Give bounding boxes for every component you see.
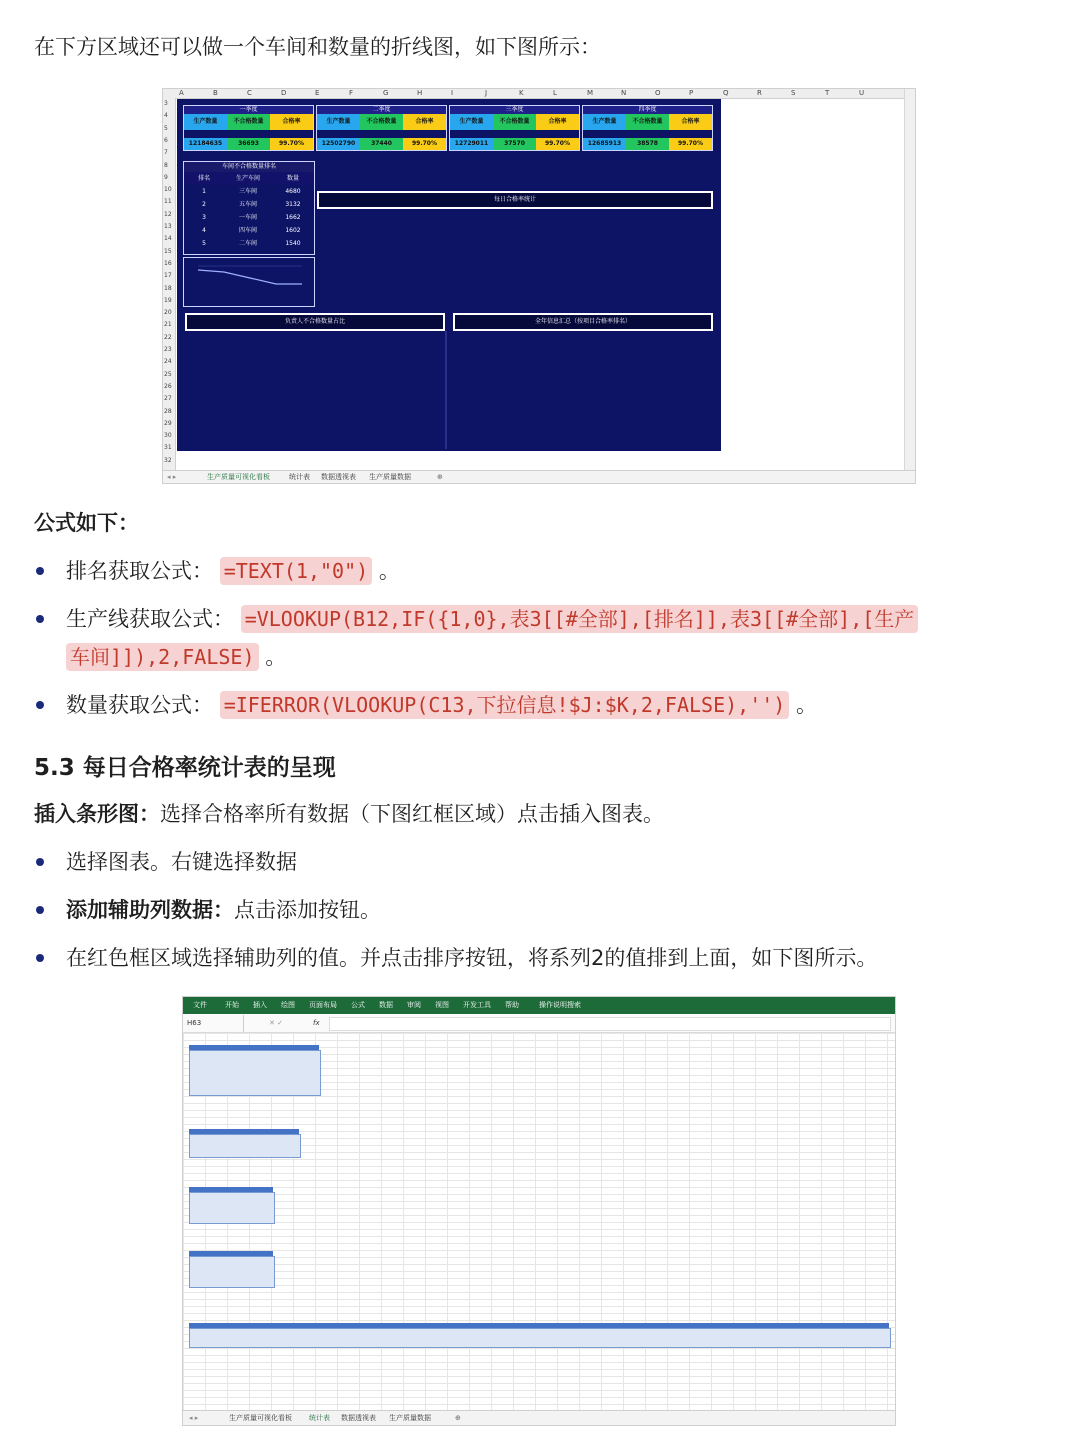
insert-paragraph: [34, 799, 664, 829]
workshop-ranking-table: [183, 161, 315, 255]
ranking-header-row: [184, 172, 314, 185]
add-sheet-icon[interactable]: ⊕: [455, 1414, 461, 1422]
formula-end: 。: [796, 693, 818, 717]
panel-divider: [445, 331, 447, 449]
row-number[interactable]: 24: [164, 358, 172, 366]
quarter-metric-label: 合格率: [669, 114, 712, 130]
quarter-metric-label: 生产数量: [317, 114, 360, 130]
tab-pivot[interactable]: 数据透视表: [321, 473, 356, 481]
column-letter[interactable]: S: [791, 89, 796, 97]
tab-stats[interactable]: 统计表: [289, 473, 310, 481]
row-number[interactable]: 12: [164, 210, 172, 218]
row-number[interactable]: 4: [164, 112, 168, 120]
ranking-row: [184, 198, 314, 211]
row-number[interactable]: 22: [164, 333, 172, 341]
count-cell: 1540: [285, 240, 301, 247]
sheet-tabs: [163, 470, 915, 483]
workshop-cell: 五车间: [238, 201, 257, 208]
row-number[interactable]: 20: [164, 309, 172, 317]
formula-code-part1: =VLOOKUP(B12,IF({1,0},表3[[#全部],[排名]],表3[[#全部],[生产: [241, 605, 919, 633]
rank-cell: 5: [202, 240, 206, 247]
formula-code-part2: 车间]]),2,FALSE): [66, 643, 259, 671]
quarter-title: 二季度: [317, 106, 446, 114]
name-box[interactable]: H63: [187, 1015, 244, 1032]
ribbon-tab[interactable]: 绘图: [281, 1001, 295, 1009]
row-number[interactable]: 13: [164, 223, 172, 230]
ribbon-tab[interactable]: 数据: [379, 1001, 393, 1009]
row-number[interactable]: 26: [164, 382, 172, 390]
row-number[interactable]: 10: [164, 186, 172, 194]
column-letter[interactable]: O: [655, 89, 661, 97]
bullet-icon: [36, 615, 44, 623]
count-cell: 4680: [285, 188, 301, 195]
step-text: 选择图表。右键选择数据: [66, 850, 297, 874]
formula-label: 排名获取公式：: [66, 559, 213, 583]
column-letter[interactable]: K: [519, 89, 524, 97]
quarter-metric-value: 38578: [626, 138, 669, 150]
quarter-title: 一季度: [184, 106, 313, 114]
step-text: 点击添加按钮。: [234, 898, 381, 922]
quarter-metric-value: 12502790: [317, 138, 360, 150]
workshop-cell: 四车间: [238, 227, 257, 234]
formula-item-rank: [66, 556, 1046, 586]
person-defect-share-title: 负责人不合格数量占比: [185, 313, 445, 331]
sheet-tabs: [183, 1410, 895, 1425]
row-number[interactable]: 6: [164, 136, 168, 144]
annual-summary-title: 全年信息汇总（按项目合格率排名）: [453, 313, 713, 331]
quarter-metric-value: 12685913: [583, 138, 626, 150]
quarter-metric-label: 合格率: [270, 114, 313, 130]
formula-heading: 公式如下：: [34, 511, 139, 535]
row-number[interactable]: 28: [164, 407, 172, 415]
tab-data[interactable]: 生产质量数据: [369, 473, 411, 481]
cancel-enter-icons[interactable]: ✕ ✓: [269, 1019, 283, 1027]
quarter-card: [183, 105, 314, 151]
tab-nav-arrows[interactable]: ◂ ▸: [189, 1414, 199, 1422]
row-number[interactable]: 29: [164, 419, 172, 427]
section-heading: 5.3 每日合格率统计表的呈现: [34, 755, 336, 781]
data-table[interactable]: [189, 1256, 275, 1288]
ribbon-tab[interactable]: 页面布局: [309, 1001, 337, 1009]
daily-pass-rate-title: 每日合格率统计: [317, 191, 713, 209]
column-letter[interactable]: H: [417, 89, 423, 97]
row-number[interactable]: 14: [164, 235, 172, 243]
vertical-scrollbar[interactable]: [904, 89, 915, 471]
step-item: [66, 847, 1046, 877]
tab-data[interactable]: 生产质量数据: [389, 1414, 431, 1422]
formula-item-count: [66, 690, 1046, 720]
count-col-header: 数量: [286, 175, 299, 182]
ranking-row: [184, 185, 314, 198]
bullet-icon: [36, 858, 44, 866]
column-letter[interactable]: G: [383, 89, 389, 97]
rank-col-header: 排名: [197, 175, 210, 182]
insert-bold: 插入条形图：: [34, 802, 160, 826]
quarter-metric-label: 合格率: [536, 114, 579, 130]
spreadsheet-screenshot: [182, 996, 896, 1426]
formula-label: 数量获取公式：: [66, 693, 213, 717]
count-cell: 1602: [285, 227, 301, 234]
data-table[interactable]: [189, 1050, 321, 1096]
quarter-metric-value: 99.70%: [669, 138, 712, 150]
step-bold: 添加辅助列数据：: [66, 898, 234, 922]
quarter-metric-value: 99.70%: [403, 138, 446, 150]
row-number[interactable]: 31: [164, 444, 172, 452]
ranking-title: 车间不合格数量排名: [184, 162, 314, 172]
column-letter[interactable]: A: [179, 89, 184, 97]
tab-stats[interactable]: 统计表: [309, 1411, 330, 1426]
row-number[interactable]: 16: [164, 259, 172, 267]
quarter-metric-label: 不合格数量: [493, 114, 536, 130]
step-text: 在红色框区域选择辅助列的值。并点击排序按钮，将系列2的值排到上面，如下图所示。: [66, 946, 878, 970]
quarter-card: [449, 105, 580, 151]
step-item: [66, 943, 1046, 973]
step-item: [66, 895, 1046, 925]
ribbon-tabs: [183, 997, 895, 1014]
row-number[interactable]: 23: [164, 346, 172, 353]
insert-text: 选择合格率所有数据（下图红框区域）点击插入图表。: [160, 802, 664, 826]
column-letter[interactable]: C: [247, 89, 252, 97]
bullet-icon: [36, 567, 44, 575]
tab-nav-arrows[interactable]: ◂ ▸: [167, 473, 177, 481]
column-header: [163, 89, 915, 99]
formula-end: 。: [265, 645, 287, 669]
ribbon-tab[interactable]: 操作说明搜索: [539, 1001, 581, 1009]
quarter-metric-label: 生产数量: [450, 114, 493, 130]
ribbon-tab[interactable]: 公式: [351, 1001, 365, 1009]
ribbon-tab[interactable]: 帮助: [505, 1001, 519, 1009]
row-number[interactable]: 15: [164, 247, 172, 255]
rank-cell: 3: [202, 214, 206, 221]
rank-cell: 2: [202, 201, 206, 208]
bullet-icon: [36, 954, 44, 962]
column-letter[interactable]: L: [553, 89, 557, 97]
quarter-metric-value: 99.70%: [270, 138, 313, 150]
workshop-cell: 一车间: [238, 214, 257, 221]
row-number[interactable]: 11: [164, 198, 172, 206]
workshop-col-header: 生产车间: [235, 175, 260, 182]
formula-code: =TEXT(1,"0"): [220, 557, 373, 585]
row-number[interactable]: 5: [164, 124, 168, 132]
row-number[interactable]: 19: [164, 296, 172, 304]
quarter-metric-label: 合格率: [403, 114, 446, 130]
column-letter[interactable]: B: [213, 89, 218, 97]
data-table[interactable]: [189, 1134, 301, 1158]
quarter-metric-label: 生产数量: [583, 114, 626, 130]
row-number[interactable]: 17: [164, 272, 172, 280]
column-letter[interactable]: D: [281, 89, 287, 97]
line-chart-svg: [184, 258, 314, 306]
quarter-title: 四季度: [583, 106, 712, 114]
ribbon-tab[interactable]: 审阅: [407, 1001, 421, 1009]
quarter-metric-value: 99.70%: [536, 138, 579, 150]
ribbon-tab[interactable]: 插入: [253, 1001, 267, 1009]
formula-end: 。: [378, 559, 400, 583]
add-sheet-icon[interactable]: ⊕: [437, 473, 443, 481]
ranking-row: [184, 211, 314, 224]
workshop-cell: 三车间: [238, 188, 257, 195]
column-letter[interactable]: T: [825, 89, 830, 97]
row-number[interactable]: 32: [164, 456, 172, 464]
bullet-icon: [36, 906, 44, 914]
quarter-metric-label: 不合格数量: [360, 114, 403, 130]
workshop-line-chart: [183, 257, 315, 307]
quarter-metric-value: 37570: [493, 138, 536, 150]
column-letter[interactable]: J: [485, 89, 488, 97]
column-letter[interactable]: P: [689, 89, 694, 97]
quarter-metric-value: 37440: [360, 138, 403, 150]
rank-cell: 1: [202, 188, 206, 195]
count-cell: 3132: [285, 201, 301, 208]
ribbon-tab[interactable]: 视图: [435, 1001, 449, 1009]
column-letter[interactable]: U: [859, 89, 865, 97]
workshop-cell: 二车间: [238, 240, 257, 247]
quarter-card: [582, 105, 713, 151]
bullet-icon: [36, 701, 44, 709]
formula-input[interactable]: [329, 1017, 891, 1031]
quarter-metric-label: 不合格数量: [227, 114, 270, 130]
column-letter[interactable]: I: [451, 89, 454, 97]
row-header: [163, 98, 176, 471]
quarter-metric-value: 12729011: [450, 138, 493, 150]
row-number[interactable]: 18: [164, 284, 172, 292]
fx-icon[interactable]: fx: [313, 1019, 320, 1027]
row-number[interactable]: 9: [164, 173, 168, 181]
ribbon-tab[interactable]: 开发工具: [463, 1001, 491, 1009]
tab-pivot[interactable]: 数据透视表: [341, 1414, 376, 1422]
column-letter[interactable]: E: [315, 89, 320, 97]
column-letter[interactable]: M: [587, 89, 594, 97]
formula-bar: [183, 1015, 895, 1033]
formula-code: =IFERROR(VLOOKUP(C13,下拉信息!$J:$K,2,FALSE),''): [220, 691, 790, 719]
quarter-title: 三季度: [450, 106, 579, 114]
data-table[interactable]: [189, 1192, 275, 1224]
daily-data-table[interactable]: [189, 1328, 891, 1348]
formula-item-line: [66, 600, 1046, 676]
column-letter[interactable]: N: [621, 89, 627, 97]
quarter-metric-label: 不合格数量: [626, 114, 669, 130]
quarter-metric-value: 36693: [227, 138, 270, 150]
column-letter[interactable]: Q: [723, 89, 729, 97]
row-number[interactable]: 30: [164, 432, 172, 440]
dashboard-screenshot: [162, 88, 916, 484]
row-number[interactable]: 7: [164, 149, 168, 157]
ribbon-tab[interactable]: 文件: [193, 1001, 207, 1009]
row-number[interactable]: 27: [164, 395, 172, 403]
quarter-card: [316, 105, 447, 151]
ribbon-tab[interactable]: 开始: [225, 1001, 239, 1009]
rank-cell: 4: [202, 227, 206, 234]
count-cell: 1662: [285, 214, 301, 221]
dashboard-canvas: [177, 99, 721, 451]
column-letter[interactable]: F: [349, 89, 354, 97]
ranking-row: [184, 224, 314, 237]
line-series: [198, 270, 302, 284]
tab-dashboard[interactable]: 生产质量可视化看板: [207, 471, 270, 484]
row-number[interactable]: 25: [164, 370, 172, 378]
ranking-row: [184, 237, 314, 250]
row-number[interactable]: 8: [164, 161, 168, 169]
row-number[interactable]: 21: [164, 321, 172, 329]
tab-dashboard[interactable]: 生产质量可视化看板: [229, 1414, 292, 1422]
quarter-metric-value: 12184635: [184, 138, 227, 150]
intro-paragraph: 在下方区域还可以做一个车间和数量的折线图，如下图所示：: [34, 35, 601, 59]
formula-label: 生产线获取公式：: [66, 607, 234, 631]
column-letter[interactable]: R: [757, 89, 762, 97]
quarter-metric-label: 生产数量: [184, 114, 227, 130]
row-number[interactable]: 3: [164, 100, 168, 107]
cell-grid[interactable]: [183, 1033, 895, 1411]
